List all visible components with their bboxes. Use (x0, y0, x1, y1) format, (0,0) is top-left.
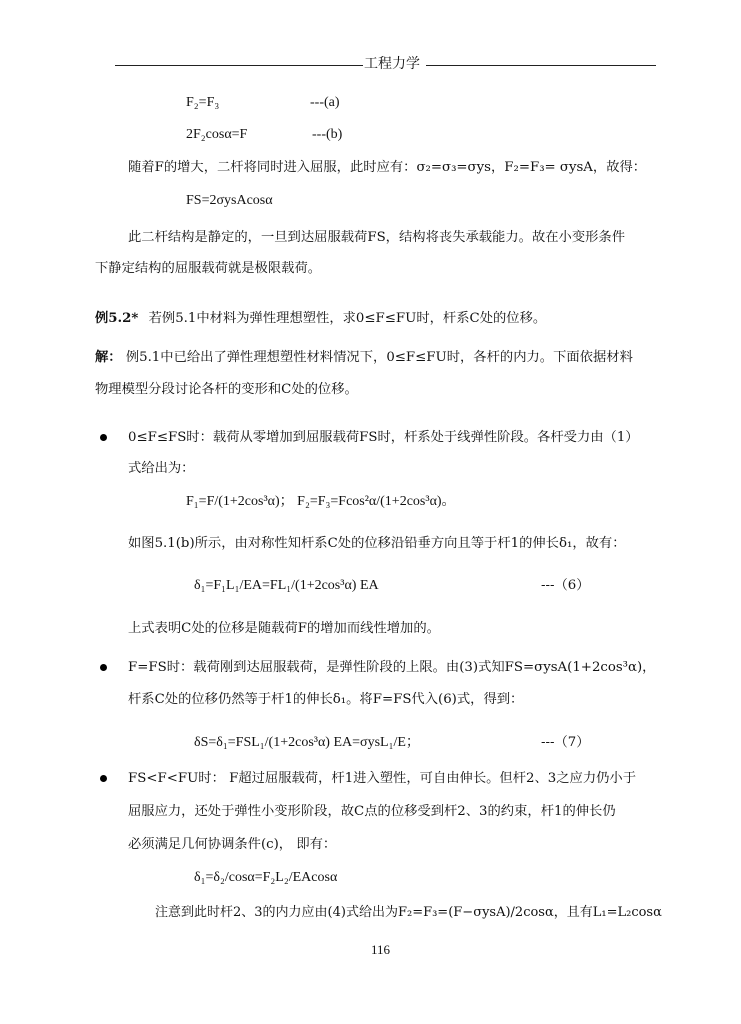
equation-forces: F₁=F/(1+2cos³α)； F₂=F₃=Fcos²α/(1+2cos³α)。 (186, 494, 456, 509)
equation-b-tag: ---(b) (312, 127, 343, 142)
solution-line-1 (95, 350, 633, 366)
equation-b: 2F₂cosα=F (186, 127, 248, 142)
header-rule-right (426, 65, 656, 66)
stage-yield-line-1: F=FS时：载荷刚到达屈服载荷，是弹性阶段的上限。由(3)式知FS=σysA(1+2cos³α)， (128, 660, 656, 675)
header-rule-left (115, 65, 363, 66)
solution-line-2: 物理模型分段讨论各杆的变形和C处的位移。 (95, 382, 358, 397)
page-number: 116 (371, 942, 391, 957)
equation-7-tag: ---（7） (541, 735, 590, 750)
equation-6-tag: ---（6） (541, 578, 590, 593)
equation-fs: FS=2σysAcosα (186, 193, 273, 208)
stage-elastic-line-1: 0≤F≤FS时：载荷从零增加到屈服载荷FS时，杆系处于线弹性阶段。各杆受力由（1） (128, 430, 639, 445)
stage-elastic-line-2: 式给出为： (128, 461, 195, 476)
example-label: 例5.2* (95, 311, 139, 326)
example-text: 若例5.1中材料为弹性理想塑性，求0≤F≤FU时，杆系C处的位移。 (148, 311, 547, 326)
bullet-1 (100, 434, 107, 441)
bullet-2 (100, 664, 107, 671)
paragraph-linear: 上式表明C处的位移是随载荷F的增加而线性增加的。 (128, 621, 440, 636)
stage-plastic-line-3: 必须满足几何协调条件(c)， 即有： (128, 837, 337, 852)
paragraph-yield: 随着F的增大，二杆将同时进入屈服，此时应有：σ₂=σ₃=σys，F₂=F₃= σysA，故得： (128, 160, 647, 175)
paragraph-static-2: 下静定结构的屈服载荷就是极限载荷。 (95, 261, 322, 276)
paragraph-static-1: 此二杆结构是静定的，一旦到达屈服载荷FS，结构将丧失承载能力。故在小变形条件 (128, 230, 626, 245)
solution-label: 解： (95, 350, 122, 365)
example-heading (95, 311, 546, 327)
solution-text: 例5.1中已给出了弹性理想塑性材料情况下，0≤F≤FU时，各杆的内力。下面依据材料 (125, 350, 633, 365)
stage-plastic-line-2: 屈服应力，还处于弹性小变形阶段，故C点的位移受到杆2、3的约束，杆1的伸长仍 (128, 804, 616, 819)
equation-a-tag: ---(a) (310, 95, 340, 110)
stage-plastic-line-1: FS<F<FU时： F超过屈服载荷，杆1进入塑性，可自由伸长。但杆2、3之应力仍小于 (128, 771, 637, 786)
equation-compat: δ₁=δ₂/cosα=F₂L₂/EAcosα (194, 870, 338, 885)
equation-6: δ₁=F₁L₁/EA=FL₁/(1+2cos³α) EA (194, 578, 379, 593)
bullet-3 (100, 775, 107, 782)
paragraph-symmetry: 如图5.1(b)所示，由对称性知杆系C处的位移沿铅垂方向且等于杆1的伸长δ₁，故有： (128, 536, 626, 551)
equation-7: δS=δ₁=FSL₁/(1+2cos³α) EA=σysL₁/E； (194, 735, 420, 750)
header-title: 工程力学 (364, 56, 420, 72)
stage-yield-line-2: 杆系C处的位移仍然等于杆1的伸长δ₁。将F=FS代入(6)式，得到： (128, 692, 524, 707)
equation-a: F₂=F₃ (186, 95, 220, 110)
paragraph-note: 注意到此时杆2、3的内力应由(4)式给出为F₂=F₃=(F−σysA)/2cosα，且有L₁=L₂cosα (155, 905, 662, 920)
